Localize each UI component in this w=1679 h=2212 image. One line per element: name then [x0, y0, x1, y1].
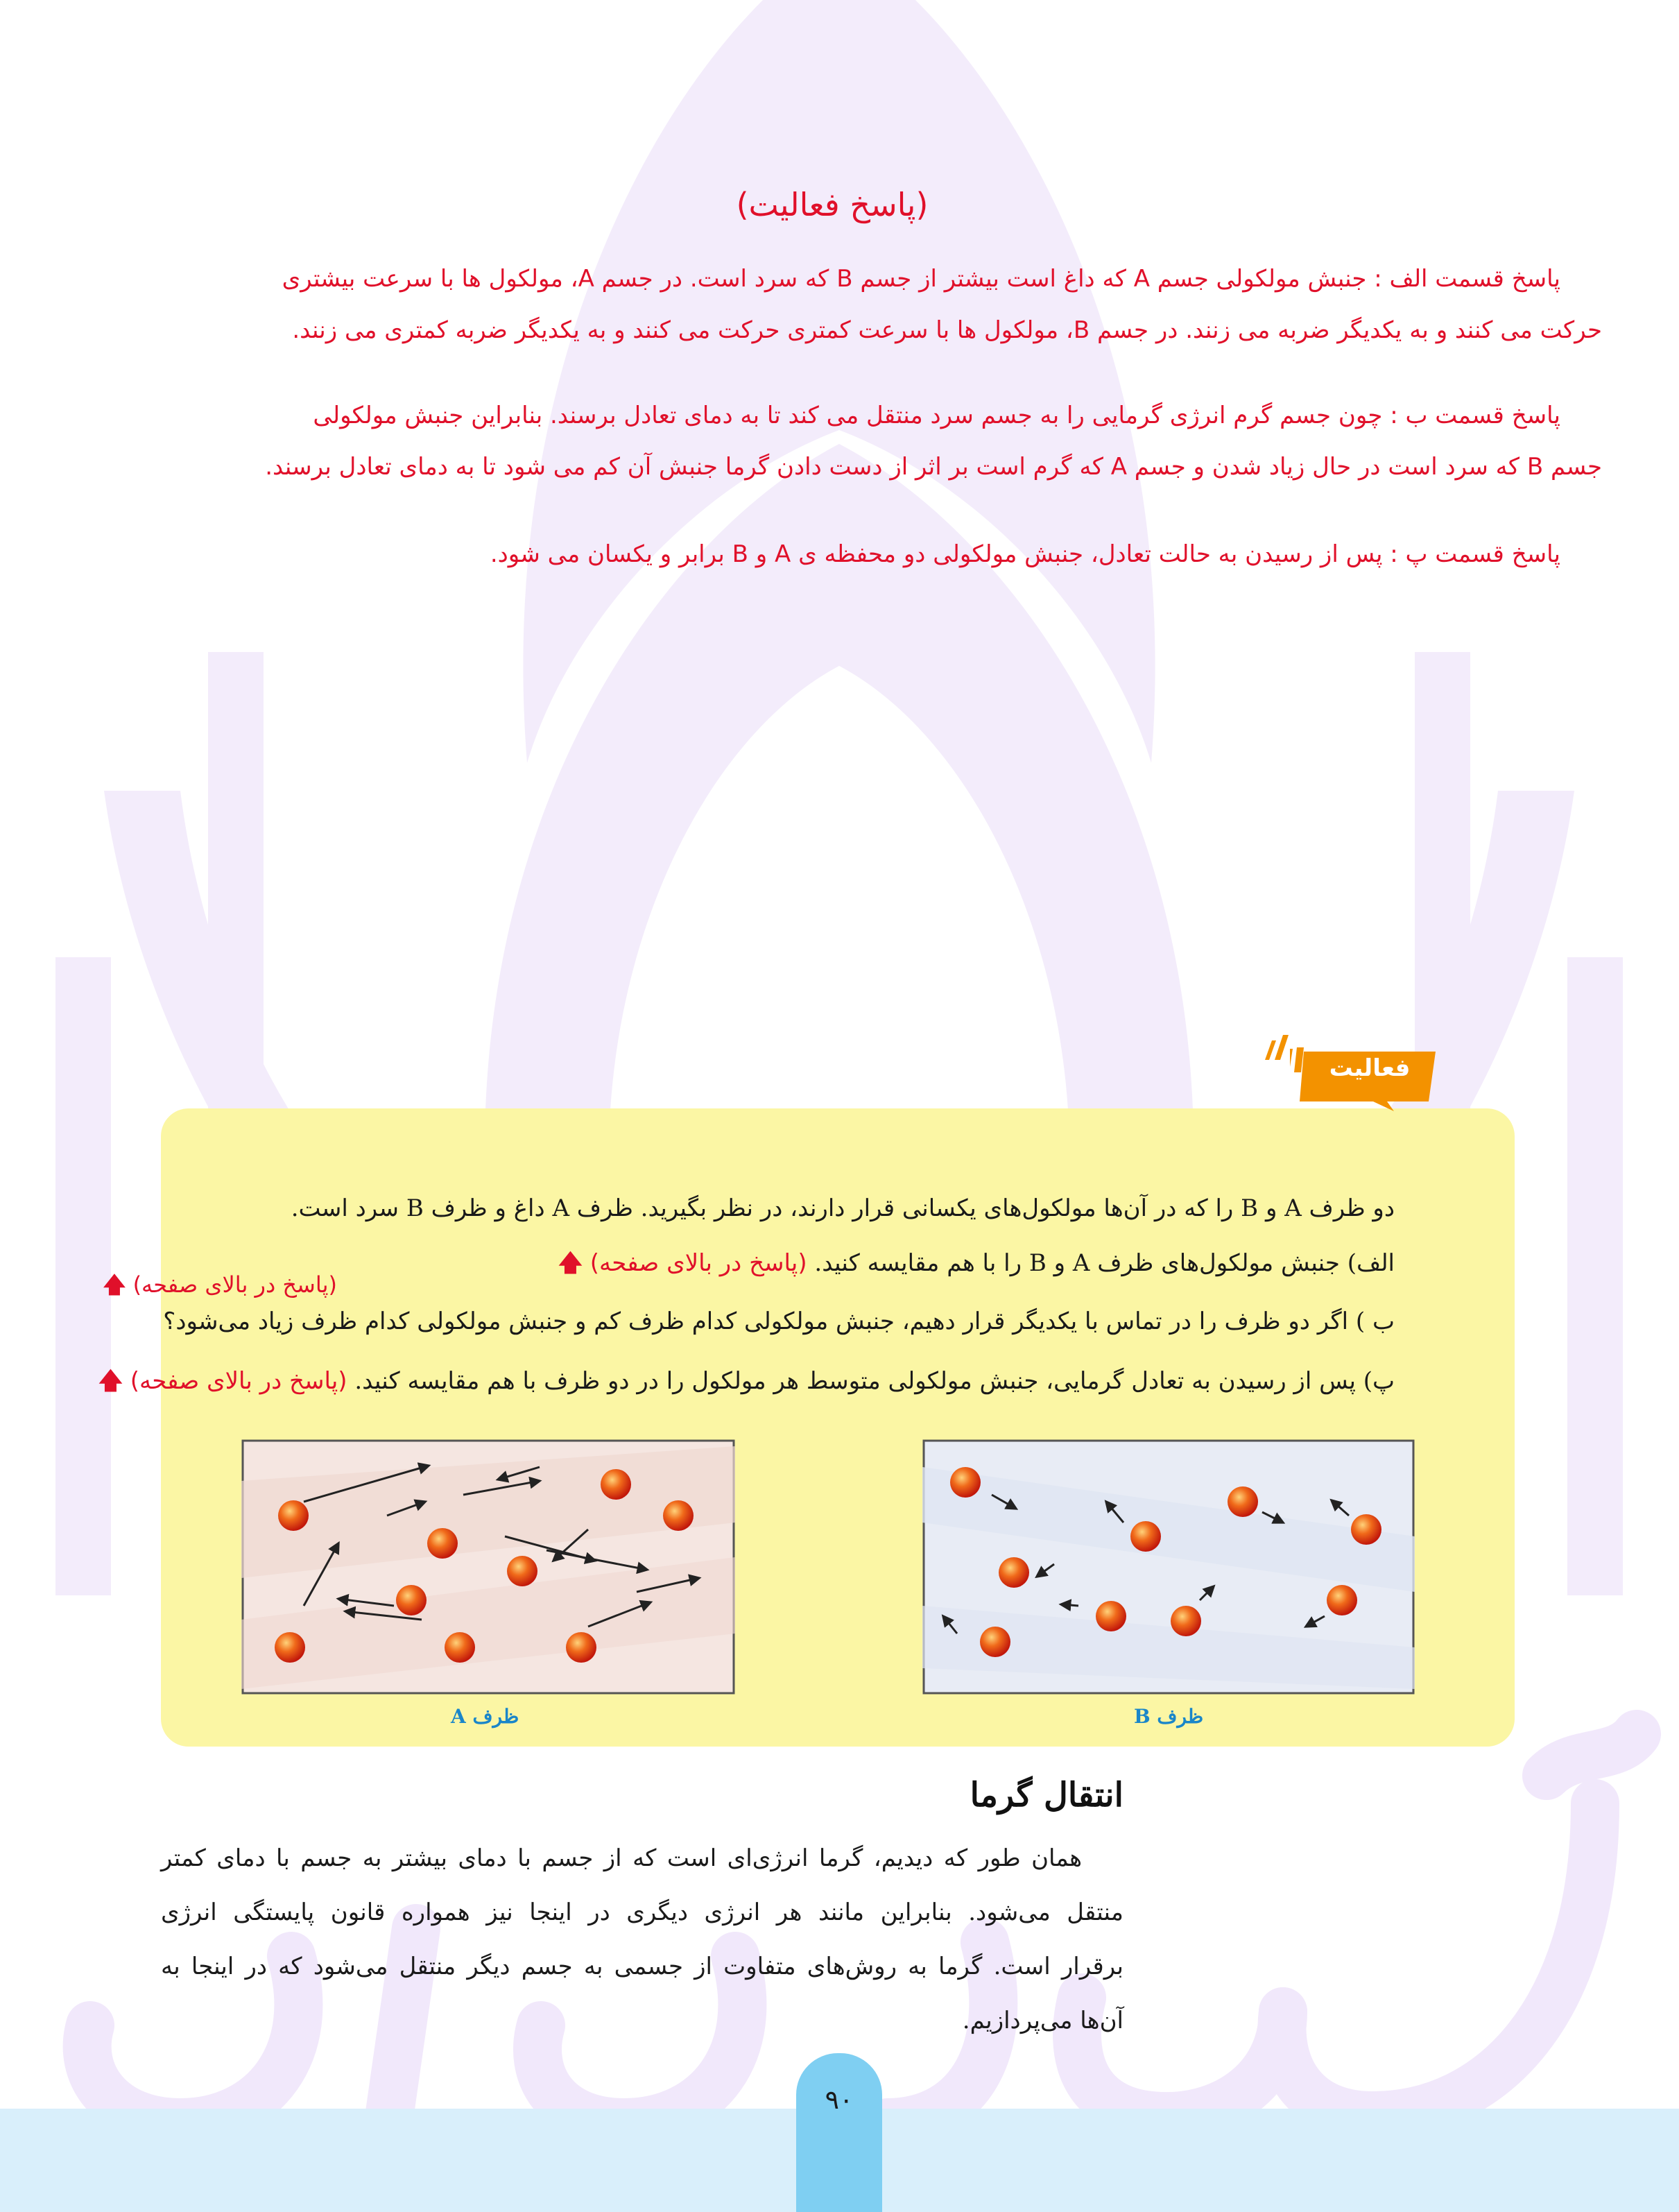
section-line-2: منتقل می‌شود. بنابراین مانند هر انرژی دیگری در اینجا نیز همواره قانون پایستگی انرژی: [161, 1898, 1123, 1926]
page-number: ۹۰: [825, 2084, 854, 2115]
red-up-arrow-icon: 🡅: [103, 1271, 126, 1298]
answer-part-b-line-2: جسم B که سرد است در حال زیاد شدن و جسم A که گرم است بر اثر از دست دادن گرما جنبش آن کم می شود تا به دمای تعادل برسند.: [265, 453, 1602, 481]
container-b-illustration: [922, 1439, 1415, 1695]
activity-question-p-text: پ) پس از رسیدن به تعادل گرمایی، جنبش مولکولی متوسط هر مولکول را در دو ظرف با هم مقایسه کنید.: [354, 1367, 1395, 1395]
section-line-4: آن‌ها می‌پردازیم.: [962, 2007, 1123, 2034]
activity-question-p: [98, 1364, 1395, 1404]
answer-title: (پاسخ فعالیت): [736, 186, 929, 223]
activity-question-b: ب ) اگر دو ظرف را در تماس با یکدیگر قرار دهیم، جنبش مولکولی کدام ظرف کم و جنبش مولکولی کدام ظرف زیاد می‌شود؟: [163, 1308, 1395, 1335]
activity-tag-label: فعالیت: [1329, 1054, 1411, 1082]
section-body: [161, 1831, 1123, 2048]
section-line-3: برقرار است. گرما به روش‌های متفاوت از جسمی به جسم دیگر منتقل می‌شود که در اینجا به: [161, 1953, 1123, 1980]
answer-part-a: [76, 253, 1602, 356]
caption-container-b: ظرف B: [1134, 1705, 1204, 1728]
activity-tag-marks-icon: [1262, 1032, 1304, 1074]
answer-part-p-line-1: پاسخ قسمت پ : پس از رسیدن به حالت تعادل، جنبش مولکولی دو محفظه ی A و B برابر و یکسان می شود.: [490, 540, 1560, 568]
caption-container-a: ظرف A: [451, 1705, 519, 1728]
activity-question-a-note: (پاسخ در بالای صفحه): [589, 1249, 807, 1277]
answer-part-a-line-2: حرکت می کنند و به یکدیگر ضربه می زنند. در جسم B، مولکول ها با سرعت کمتری حرکت می کنند و به یکدیگر ضربه کمتری می زنند.: [292, 316, 1602, 344]
answer-part-p: [76, 529, 1602, 580]
answer-part-b-line-1: پاسخ قسمت ب : چون جسم گرم انرژی گرمایی را به جسم سرد منتقل می کند تا به دمای تعادل برسند. بنابراین جنبش مولکولی: [313, 402, 1560, 429]
section-line-1: همان طور که دیدیم، گرما انرژی‌ای است که از جسم با دمای بیشتر به جسم با دمای کمتر: [161, 1844, 1082, 1872]
section-title: انتقال گرما: [970, 1776, 1123, 1815]
container-a-illustration: [241, 1439, 735, 1695]
side-note-b: [103, 1269, 337, 1307]
activity-question-p-note: (پاسخ در بالای صفحه): [130, 1367, 347, 1395]
red-up-arrow-icon: 🡅: [98, 1367, 123, 1395]
activity-intro: دو ظرف A و B را که در آن‌ها مولکول‌های یکسانی قرار دارند، در نظر بگیرید. ظرف A داغ و ظرف B سرد است.: [291, 1194, 1395, 1222]
answer-part-b: [76, 390, 1602, 492]
page-number-tab: [796, 2053, 882, 2212]
activity-question-a: [558, 1246, 1395, 1286]
side-note-b-text: (پاسخ در بالای صفحه): [132, 1271, 337, 1298]
answer-part-a-line-1: پاسخ قسمت الف : جنبش مولکولی جسم A که داغ است بیشتر از جسم B که سرد است. در جسم A، مولکول ها با سرعت بیشتری: [282, 265, 1560, 293]
activity-question-a-text: الف) جنبش مولکول‌های ظرف A و B را با هم مقایسه کنید.: [814, 1249, 1395, 1277]
red-up-arrow-icon: 🡅: [558, 1249, 583, 1277]
